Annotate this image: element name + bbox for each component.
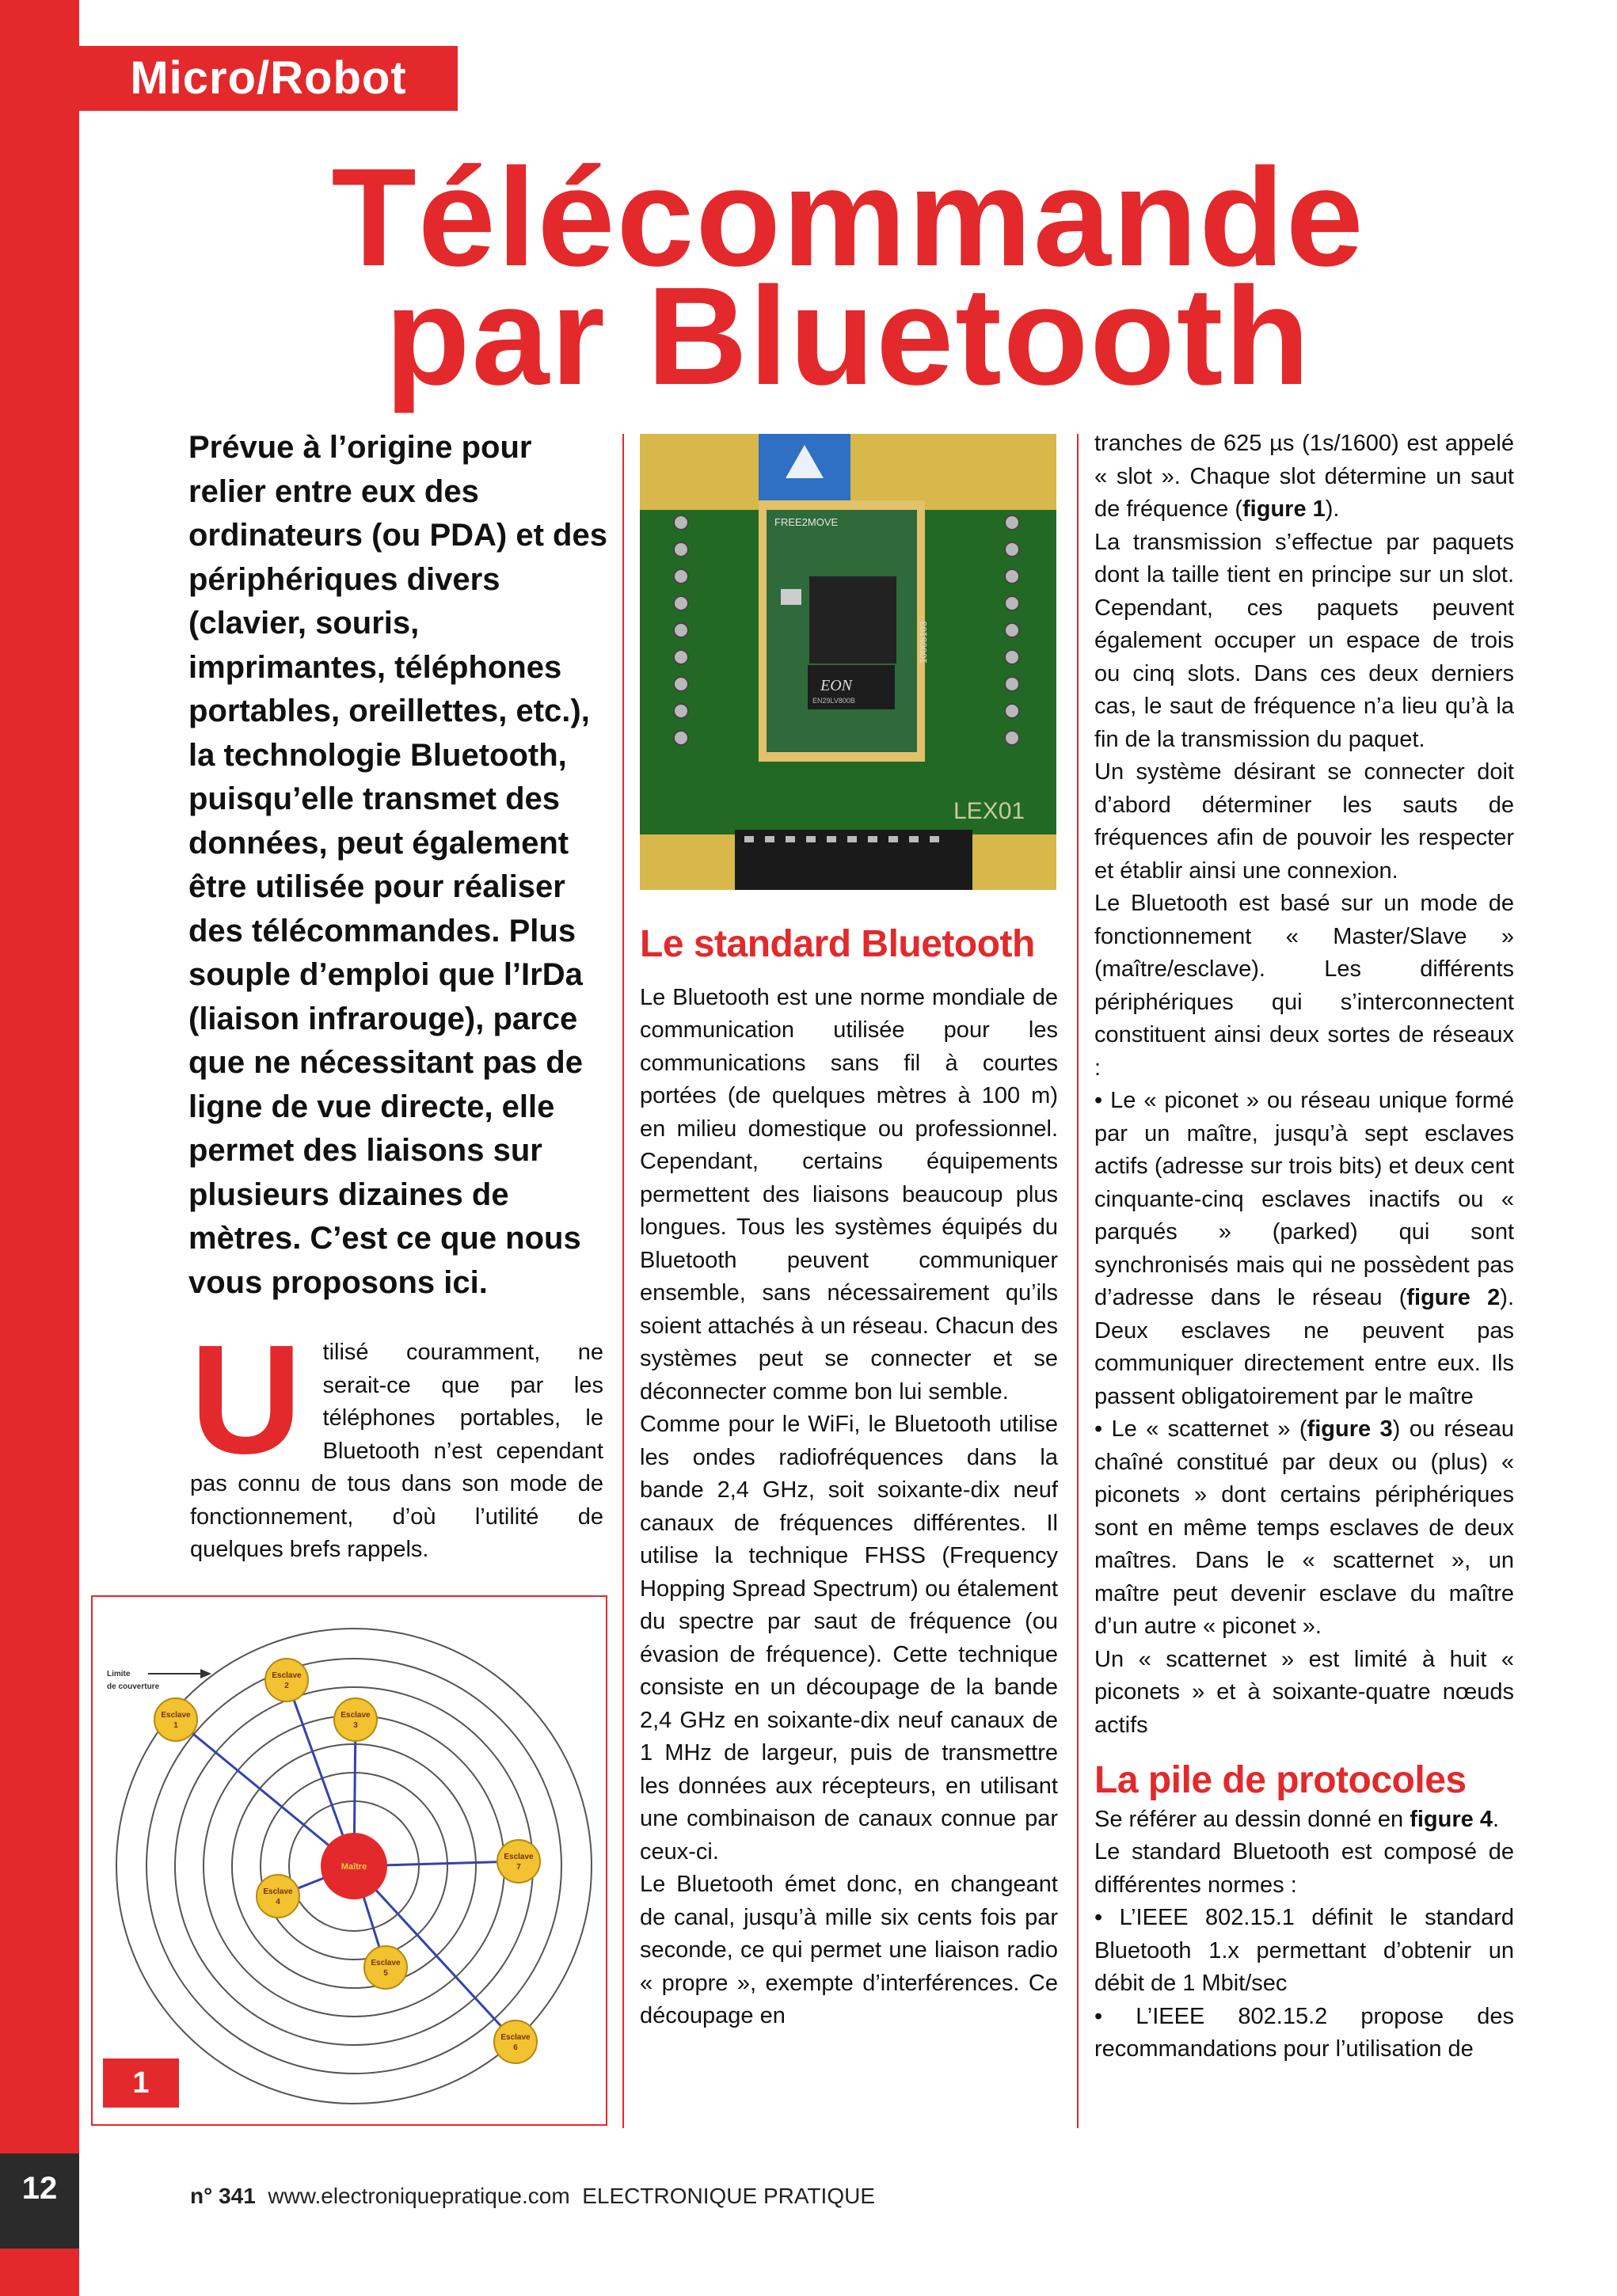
article-title	[79, 140, 1617, 414]
issue-number: n° 341	[190, 2184, 256, 2208]
column-3	[1094, 428, 1514, 2066]
title-line-2: par Bluetooth	[385, 259, 1311, 414]
column-3-paragraph-3: Un système désirant se connecter doit d’abord déterminer les sauts de fréquences afin de pouvoir les respecter et établir ainsi une connexion.	[1094, 759, 1514, 884]
slave-node-5	[364, 1946, 407, 1989]
website-link[interactable]: www.electroniquepratique.com	[268, 2184, 570, 2208]
column-2-paragraph-2: Comme pour le WiFi, le Bluetooth utilise les ondes radiofréquences dans la bande 2,4 GHz, soit soixante-dix neuf canaux de fréquences différentes. Il utilise la technique FHSS (Frequency Hopping Spread Spectrum) ou étalement du spectre par saut de fréquence (ou évasion de fréquence). Cette technique consiste en un découpage de la bande 2,4 GHz en soixante-dix neuf canaux de 1 MHz de largeur, puis de transmettre les données aux récepteurs, en utilisant une combinaison de canaux connue par ceux-ci.	[640, 1412, 1058, 1865]
svg-text:4: 4	[276, 1898, 280, 1906]
column-1-text	[190, 1313, 603, 1567]
footer	[190, 2184, 875, 2209]
column-2	[640, 923, 1058, 2033]
figure-1-ref: figure 1	[1242, 496, 1326, 522]
piconet-diagram	[93, 1597, 606, 2124]
figure-3-ref: figure 3	[1307, 1416, 1393, 1442]
svg-text:Esclave: Esclave	[161, 1711, 191, 1720]
master-label: Maître	[341, 1862, 367, 1872]
magazine-name: ELECTRONIQUE PRATIQUE	[582, 2184, 875, 2208]
column-3-paragraph-8: Se référer au dessin donné en figure 4.	[1094, 1806, 1500, 1832]
svg-text:Esclave: Esclave	[500, 2033, 531, 2042]
column-3-paragraph-2: La transmission s’effectue par paquets dont la taille tient en principe sur un slot. Cependant, ces paquets peuvent également occuper un espace de trois ou cinq slots. Dans ces deux derniers cas, le saut de fréquence n’a lieu qu’à la fin de la transmission du paquet.	[1094, 529, 1514, 752]
svg-text:Esclave: Esclave	[504, 1853, 534, 1861]
slave-node-2	[265, 1659, 308, 1701]
title-line-1: Télécommande	[331, 140, 1365, 295]
slave-node-6	[494, 2020, 537, 2063]
column-divider-1	[622, 434, 624, 2128]
column-3-paragraph-5: • Le « piconet » ou réseau unique formé par un maître, jusqu’à sept esclaves actifs (adresse sur trois bits) et deux cent cinquante-cinq esclaves inactifs ou « parqués » (parked) qui sont synchronisés mais qui ne possèdent pas d’adresse dans le réseau (figure 2). Deux esclaves ne peuvent pas communiquer directement entre eux. Ils passent obligatoirement par le maître	[1094, 1088, 1514, 1409]
svg-text:2: 2	[284, 1682, 289, 1690]
svg-text:Esclave: Esclave	[263, 1887, 293, 1896]
section-tag: Micro/Robot	[79, 46, 458, 111]
limit-label: Limite	[107, 1670, 131, 1678]
figure-1	[91, 1595, 607, 2126]
svg-text:Esclave: Esclave	[341, 1711, 371, 1720]
column-3-paragraph-6: • Le « scatternet » (figure 3) ou réseau chaîné constitué par deux ou (plus) « piconets » dont certains périphériques sont en même temps esclaves de deux maîtres. Dans le « scatternet », un maître peut devenir esclave du maître d’un autre « piconet ».	[1094, 1416, 1515, 1639]
svg-text:1: 1	[173, 1721, 178, 1730]
intro-paragraph: Prévue à l’origine pour relier entre eux des ordinateurs (ou PDA) et des périphériques divers (clavier, souris, imprimantes, téléphones portables, oreillettes, etc.), la technologie Bluetooth, puisqu’elle transmet des données, peut également être utilisée pour réaliser des télécommandes. Plus souple d’emploi que l’IrDa (liaison infrarouge), parce que ne nécessitant pas de ligne de vue directe, elle permet des liaisons sur plusieurs dizaines de mètres. C’est ce que nous vous proposons ici.	[188, 430, 607, 1300]
bluetooth-module-photo	[640, 434, 1056, 890]
column-2-paragraph-1: Le Bluetooth est une norme mondiale de communication utilisée pour les communications sans fil à courtes portées (de quelques mètres à 100 m) en milieu domestique ou professionnel. Cependant, certains équipements permettent des liaisons beaucoup plus longues. Tous les systèmes équipés du Bluetooth peuvent communiquer ensemble, sans nécessairement qu’ils soient attachés à un réseau. Chacun des systèmes peut se connecter et se déconnecter comme bon lui semble.	[640, 984, 1058, 1405]
page-number: 12	[21, 2171, 58, 2206]
column-3-paragraph-9: Le standard Bluetooth est composé de différentes normes :	[1094, 1839, 1514, 1898]
slave-node-1	[154, 1698, 197, 1741]
coverage-label: de couverture	[107, 1682, 160, 1691]
column-1-paragraph: tilisé couramment, ne serait-ce que par les téléphones portables, le Bluetooth n’est cependant pas connu de tous dans son mode de fonctionnement, d’où l’utilité de quelques brefs rappels.	[190, 1340, 603, 1562]
column-3-paragraph-10: • L’IEEE 802.15.1 définit le standard Bluetooth 1.x permettant d’obtenir un débit de 1 Mbit/sec	[1094, 1905, 1514, 1996]
svg-text:3: 3	[353, 1721, 358, 1730]
drop-cap: U	[190, 1313, 302, 1486]
column-3-paragraph-1: tranches de 625 µs (1s/1600) est appelé « slot ». Chaque slot détermine un saut de fréquence (figure 1).	[1094, 431, 1514, 522]
column-3-paragraph-11: • L’IEEE 802.15.2 propose des recommandations pour l’utilisation de	[1094, 2003, 1514, 2062]
column-3-paragraph-4: Le Bluetooth est basé sur un mode de fonctionnement « Master/Slave » (maître/esclave). Les différents périphériques qui s’interconnectent constituent ainsi deux sortes de réseaux :	[1094, 891, 1514, 1081]
figure-2-ref: figure 2	[1406, 1285, 1501, 1310]
left-red-band	[0, 0, 79, 2296]
column-3-paragraph-7: Un « scatternet » est limité à huit « piconets » et à soixante-quatre nœuds actifs	[1094, 1646, 1514, 1738]
column-divider-2	[1077, 434, 1079, 2128]
slave-node-4	[257, 1875, 299, 1918]
board-label: LEX01	[953, 798, 1025, 824]
slave-node-7	[497, 1840, 540, 1883]
figure-4-ref: figure 4	[1410, 1806, 1493, 1832]
chip-label-eon: EON	[820, 677, 852, 694]
heading-protocol-stack: La pile de protocoles	[1094, 1759, 1467, 1801]
svg-text:6: 6	[513, 2043, 518, 2052]
svg-text:Esclave: Esclave	[272, 1671, 302, 1680]
chip-side-code: 10005103	[918, 621, 929, 663]
slave-node-3	[334, 1698, 377, 1741]
svg-text:7: 7	[516, 1863, 521, 1872]
svg-text:Esclave: Esclave	[371, 1959, 401, 1967]
figure-1-number: 1	[103, 2058, 179, 2108]
column-2-paragraph-3: Le Bluetooth émet donc, en changeant de canal, jusqu’à mille six cents fois par seconde, ce qui permet une liaison radio « propre », exempte d’interférences. Ce découpage en	[640, 1872, 1058, 2028]
svg-text:5: 5	[383, 1969, 388, 1978]
chip-label-free2move: FREE2MOVE	[774, 516, 839, 528]
heading-standard-bluetooth: Le standard Bluetooth	[640, 923, 1035, 965]
chip-code: EN29LV800B	[812, 697, 855, 705]
